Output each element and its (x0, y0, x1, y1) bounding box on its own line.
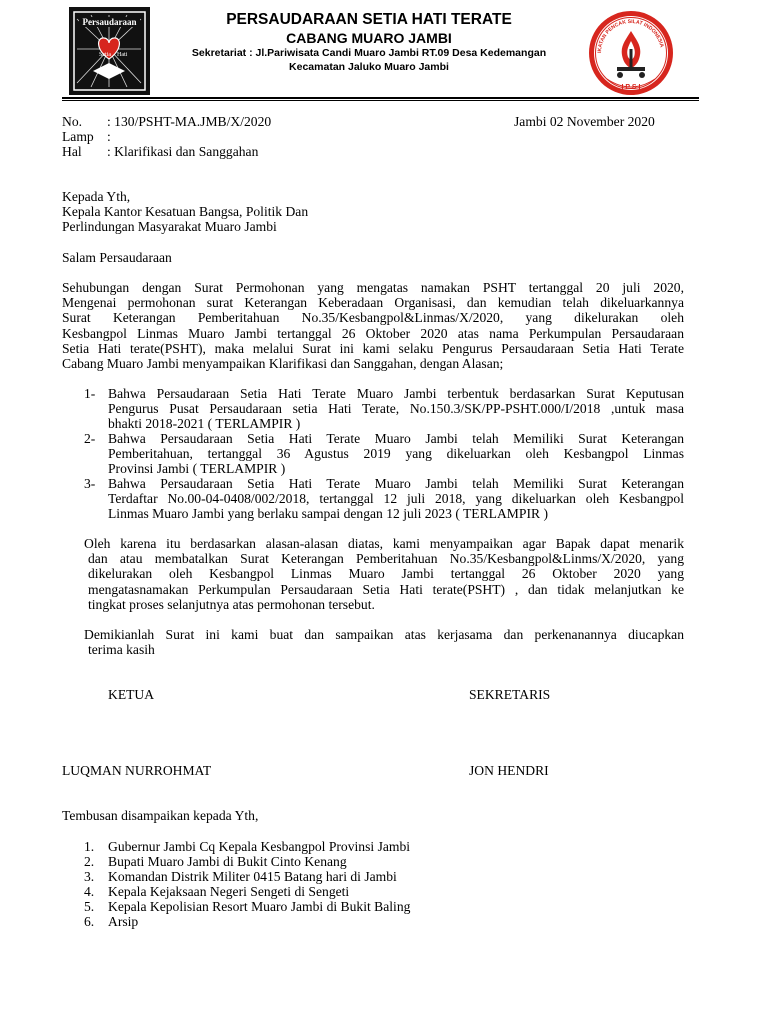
reason-item (108, 476, 684, 522)
closing-line: terima kasih (88, 642, 155, 658)
signature-name-right: JON HENDRI (469, 763, 549, 778)
no-value: : 130/PSHT-MA.JMB/X/2020 (107, 114, 272, 129)
recipient-line3: Perlindungan Masyarakat Muaro Jambi (62, 219, 277, 234)
ipsi-logo (587, 9, 675, 97)
body-line: Cabang Muaro Jambi menyampaikan Klarifikasi dan Sanggahan, dengan Alasan; (62, 356, 504, 372)
closing-line: Demikianlah Surat ini kami buat dan sampaikan atas kerjasama dan perkenanannya diucapkan (84, 627, 684, 642)
org-branch: CABANG MUARO JAMBI (286, 30, 452, 46)
reason-line: Pengurus Pusat Persaudaraan setia Hati Terate, No.150.3/SK/PP-PSHT.000/I/2018 ,untuk masa (108, 401, 684, 417)
body-line: Kesbangpol Linmas Muaro Jambi tertanggal 26 Oktober 2020 atas nama Perkumpulan Persaudaraan (62, 325, 684, 341)
ipsi-arc-text: IKATAN PENCAK SILAT INDONESIA (596, 18, 665, 54)
cc-number: 3. (84, 869, 95, 884)
reason-line: bhakti 2018-2021 ( TERLAMPIR ) (108, 416, 301, 432)
body-line: Setia Hati terate(PSHT), maka melalui Surat ini kami selaku Pengurus Persaudaraan Setia Hati Terate (62, 340, 684, 356)
svg-text:Hati: Hati (117, 52, 128, 58)
reason-item (108, 386, 684, 432)
reason-line: Terdaftar No.00-04-0408/002/2018, tertanggal 12 juli 2018, yang dikeluarkan oleh Kesbangpol (108, 491, 684, 507)
reason-number: 3- (84, 476, 96, 491)
cc-item: Gubernur Jambi Cq Kepala Kesbangpol Provinsi Jambi (108, 839, 411, 854)
body-line: Sehubungan dengan Surat Permohonan yang mengatas namakan PSHT tertanggal 20 juli 2020, (62, 280, 684, 295)
reason-line: Bahwa Persaudaraan Setia Hati Terate Muaro Jambi terbentuk berdasarkan Surat Keputusan (108, 386, 684, 401)
cc-item: Komandan Distrik Militer 0415 Batang hari di Jambi (108, 869, 397, 884)
request-line: tingkat proses selanjutnya atas permohonan tersebut. (88, 596, 375, 612)
reason-number: 2- (84, 431, 96, 446)
cc-number: 4. (84, 884, 95, 899)
reason-number: 1- (84, 386, 96, 401)
letter-date: Jambi 02 November 2020 (514, 114, 655, 129)
reason-item (108, 431, 684, 477)
body-line: Surat Keterangan Pemberitahuan No.35/Kesbangpol&Linmas/X/2020, yang dikelurakan oleh (62, 310, 684, 326)
reason-line: Pemberitahuan, tertanggal 36 Agustus 2019 yang dikeluarkan oleh Kesbangpol Linmas (108, 446, 684, 462)
org-name: PERSAUDARAAN SETIA HATI TERATE (226, 11, 512, 28)
request-line: dikelurakan oleh Kesbangpol Linmas Muaro Jambi tertanggal 26 Oktober 2020 yang (88, 566, 684, 582)
header-rule-thin (62, 100, 699, 101)
ipsi-emblem-icon (587, 9, 675, 97)
psht-logo-text: Persaudaraan (82, 17, 137, 27)
reason-line: Linmas Muaro Jambi yang berlaku sampai dengan 12 juli 2023 ( TERLAMPIR ) (108, 506, 548, 522)
lamp-label: Lamp (62, 129, 94, 144)
org-address-line1: Sekretariat : Jl.Pariwisata Candi Muaro Jambi RT.09 Desa Kedemangan (191, 47, 547, 59)
cc-number: 1. (84, 839, 95, 854)
signature-title-right: SEKRETARIS (469, 687, 551, 702)
lamp-value: : (107, 129, 111, 144)
no-label: No. (62, 114, 83, 129)
recipient-line1: Kepada Yth, (62, 189, 131, 204)
recipient-line2: Kepala Kantor Kesatuan Bangsa, Politik Dan (62, 204, 309, 219)
signature-title-left: KETUA (108, 687, 155, 702)
closing-paragraph (84, 627, 684, 657)
reason-line: Bahwa Persaudaraan Setia Hati Terate Muaro Jambi telah Memiliki Surat Keterangan (108, 476, 684, 491)
greeting: Salam Persaudaraan (62, 250, 172, 265)
body-line: Mengenai permohonan surat Keterangan Keberadaan Organisasi, dan kemudian telah dikeluarkannya (62, 295, 684, 311)
request-line: mengatasnamakan Perkumpulan Persaudaraan Setia Hati terate(PSHT) , dan tidak melanjutkan ke (88, 581, 684, 597)
cc-number: 5. (84, 899, 95, 914)
hal-value: : Klarifikasi dan Sanggahan (107, 144, 259, 159)
hal-label: Hal (62, 144, 82, 159)
request-paragraph (84, 536, 684, 612)
cc-heading: Tembusan disampaikan kepada Yth, (62, 808, 259, 823)
request-line: dan atau membatalkan Surat Keterangan Pemberitahuan No.35/Kesbangpol&Linms/X/2020, yang (88, 551, 684, 567)
reason-line: Provinsi Jambi ( TERLAMPIR ) (108, 461, 286, 477)
cc-item: Kepala Kepolisian Resort Muaro Jambi di Bukit Baling (108, 899, 411, 914)
cc-item: Bupati Muaro Jambi di Bukit Cinto Kenang (108, 854, 347, 869)
request-line: Oleh karena itu berdasarkan alasan-alasan diatas, kami menyampaikan agar Bapak dapat menarik (84, 536, 684, 551)
svg-text:Setia: Setia (99, 52, 111, 58)
reason-line: Bahwa Persaudaraan Setia Hati Terate Muaro Jambi telah Memiliki Surat Keterangan (108, 431, 684, 446)
header-rule-thick (62, 97, 699, 99)
cc-item: Arsip (108, 914, 139, 929)
cc-number: 2. (84, 854, 95, 869)
org-address-line2: Kecamatan Jaluko Muaro Jambi (289, 61, 449, 73)
body-paragraph (62, 280, 684, 371)
signature-name-left: LUQMAN NURROHMAT (62, 763, 212, 778)
ipsi-initials: I P S I (621, 84, 641, 91)
psht-logo (69, 7, 150, 95)
cc-number: 6. (84, 914, 95, 929)
cc-item: Kepala Kejaksaan Negeri Sengeti di Sengeti (108, 884, 350, 899)
